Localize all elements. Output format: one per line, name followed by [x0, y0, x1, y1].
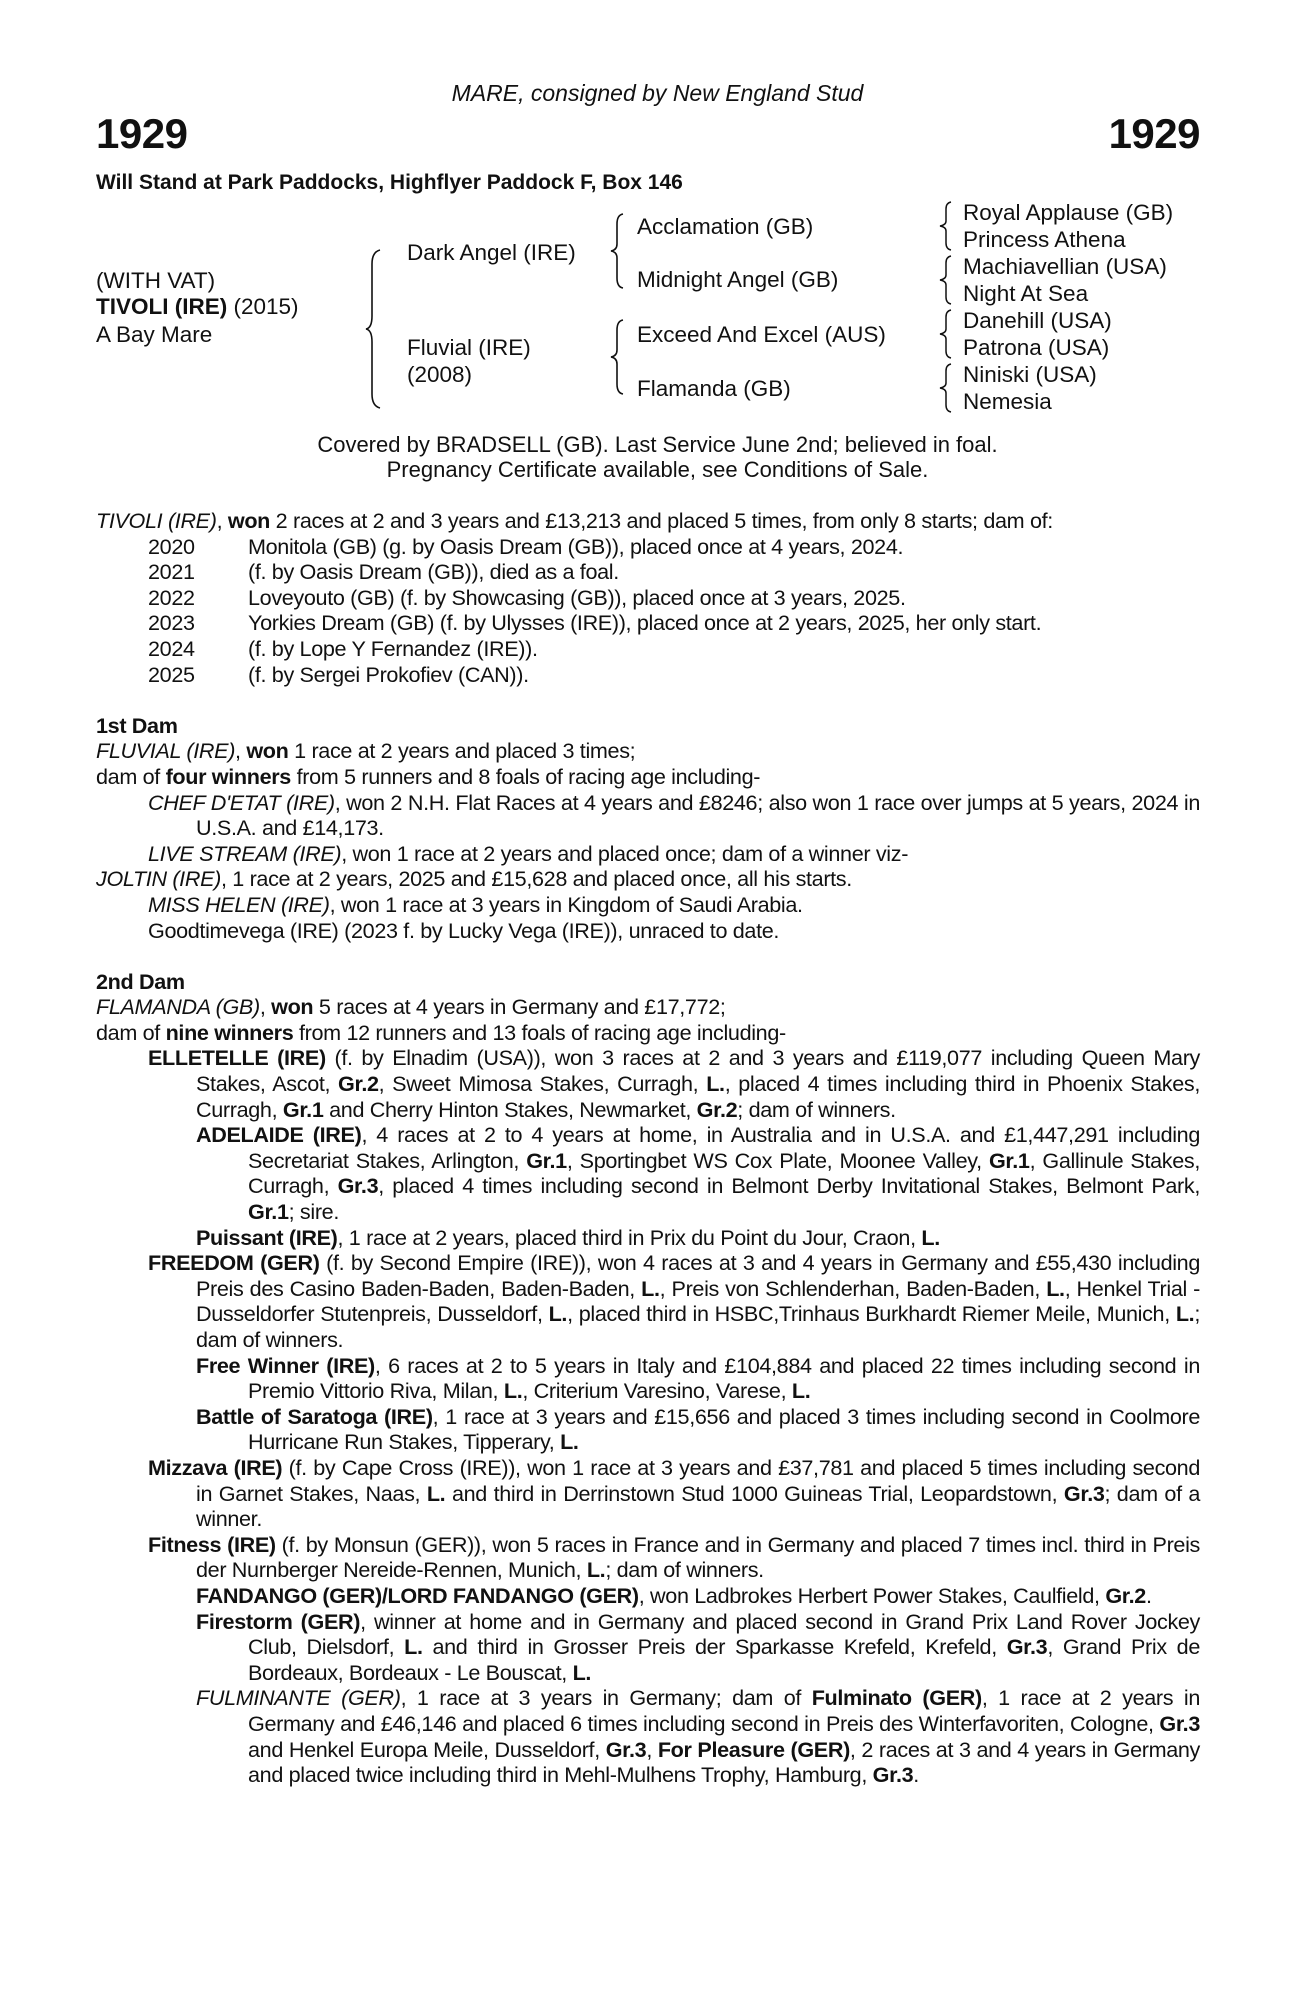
text-run: (f. by Cape Cross (IRE)), won 1 race at 3 years and £37,781 and placed 5 times including second in Garnet Stakes, Naas,: [196, 1454, 1200, 1506]
ancestor-gen4: Royal Applause (GB): [963, 200, 1174, 225]
dam: Fluvial (IRE): [407, 335, 531, 360]
text-run: , Grand Prix de Bordeaux, Bordeaux - Le Bouscat,: [248, 1634, 1200, 1685]
highlighted-text: Gr.3: [872, 1762, 914, 1788]
produce-details: [248, 662, 1200, 688]
pedigree-brace: [937, 362, 955, 414]
ancestor-gen4: Danehill (USA): [963, 308, 1112, 333]
race-record-paragraph: [96, 1455, 1200, 1532]
text-run: , placed third in HSBC,Trinhaus Burkhardt Riemer Meile, Munich,: [567, 1301, 1176, 1327]
text-run: (f. by Elnadim (USA)), won 3 races at 2 and 3 years and £119,077 including Queen Mary Stakes, Ascot,: [196, 1045, 1200, 1097]
section-heading: 1st Dam: [96, 712, 178, 738]
produce-record: [96, 610, 1200, 636]
pregnancy-note: Pregnancy Certificate available, see Conditions of Sale.: [386, 457, 929, 482]
produce-details: [248, 534, 1200, 560]
text-run: ,: [259, 994, 272, 1020]
text-run: (f. by Monsun (GER)), won 5 races in France and in Germany and placed 7 times incl. third in Preis der Nurnberger Nereide-Rennen, Munich,: [196, 1531, 1200, 1583]
highlighted-text: nine winners: [165, 1019, 294, 1045]
highlighted-text: ADELAIDE (IRE): [196, 1122, 362, 1148]
text-run: .: [1145, 1582, 1152, 1608]
text-run: Goodtimevega (IRE) (2023 f. by Lucky Vega (IRE)), unraced to date.: [148, 917, 780, 943]
text-run: (f. by Lope Y Fernandez (IRE)).: [248, 635, 538, 661]
highlighted-text: Gr.2: [1105, 1582, 1146, 1608]
race-record-paragraph: [96, 1250, 1200, 1352]
spacer: [96, 687, 1200, 713]
highlighted-text: FLAMANDA (GB): [96, 994, 260, 1020]
horse-description: A Bay Mare: [96, 322, 213, 347]
race-record-paragraph: [96, 1404, 1200, 1455]
produce-year: 2025: [148, 661, 195, 687]
highlighted-text: Firestorm (GER): [196, 1608, 361, 1634]
highlighted-text: Gr.2: [696, 1096, 738, 1122]
race-record-paragraph: [96, 1353, 1200, 1404]
highlighted-text: L.: [572, 1659, 592, 1685]
highlighted-text: FREEDOM (GER): [148, 1250, 320, 1276]
highlighted-text: Gr.3: [337, 1173, 379, 1199]
text-run: , won 2 N.H. Flat Races at 4 years and £8246; also won 1 race over jumps at 5 years, 2024 in U.S.A. and £14,173.: [196, 789, 1200, 841]
text-run: ,: [216, 508, 228, 533]
grandsire-paternal: Acclamation (GB): [637, 214, 814, 239]
section-heading: 2nd Dam: [96, 968, 185, 994]
race-record-paragraph: [96, 1532, 1200, 1583]
text-run: , Sweet Mimosa Stakes, Curragh,: [378, 1071, 707, 1097]
pedigree-brace: [937, 254, 955, 306]
text-run: , won Ladbrokes Herbert Power Stakes, Caulfield,: [638, 1582, 1106, 1608]
highlighted-text: won: [227, 508, 271, 533]
highlighted-text: L.: [548, 1301, 568, 1327]
race-record-paragraph: [96, 892, 1200, 918]
produce-year: 2023: [148, 610, 195, 636]
highlighted-text: Gr.3: [1063, 1480, 1105, 1506]
highlighted-text: L.: [1046, 1275, 1065, 1301]
pedigree-brace: [937, 200, 955, 252]
produce-year: 2024: [148, 635, 195, 661]
horse-year: (2015): [233, 294, 299, 319]
text-run: ; dam of a winner.: [196, 1480, 1201, 1532]
race-record-paragraph: [96, 1609, 1200, 1686]
produce-details: [248, 585, 1200, 611]
text-run: ,: [646, 1736, 658, 1762]
text-run: from 12 runners and 13 foals of racing age including-: [293, 1019, 786, 1045]
highlighted-text: L.: [641, 1275, 660, 1301]
race-record-paragraph: [96, 866, 1200, 892]
text-run: , 1 race at 2 years in Germany and £46,146 and placed 6 times including second in Preis des Winterfavoriten, Cologne,: [248, 1685, 1200, 1736]
race-record-paragraph: [96, 1583, 1200, 1609]
highlighted-text: L.: [560, 1429, 579, 1455]
pedigree-brace: [364, 248, 386, 410]
ancestor-gen4: Patrona (USA): [963, 335, 1110, 360]
consignor-line: MARE, consigned by New England Stud: [451, 80, 864, 106]
produce-year: 2022: [148, 584, 195, 610]
highlighted-text: FANDANGO (GER)/LORD FANDANGO (GER): [196, 1582, 639, 1608]
race-record-paragraph: [96, 1045, 1200, 1122]
text-run: 5 races at 4 years in Germany and £17,772;: [313, 994, 726, 1020]
race-record-paragraph: [96, 1225, 1200, 1251]
race-record-paragraph: [96, 918, 1200, 944]
highlighted-text: Gr.3: [605, 1736, 647, 1762]
text-run: and Henkel Europa Meile, Dusseldorf,: [248, 1736, 606, 1762]
text-run: , winner at home and in Germany and placed second in Grand Prix Land Rover Jockey Club, Dielsdorf,: [248, 1608, 1201, 1660]
produce-record: [96, 585, 1200, 611]
pedigree-brace: [937, 308, 955, 360]
text-run: ; sire.: [288, 1199, 339, 1225]
highlighted-text: JOLTIN (IRE): [96, 866, 221, 892]
horse-name-line: [96, 294, 299, 320]
text-run: ,: [235, 738, 247, 764]
catalogue-body: [96, 508, 1200, 1788]
lot-number-left: 1929: [96, 110, 188, 157]
granddam-paternal: Midnight Angel (GB): [637, 267, 839, 292]
highlighted-text: L.: [503, 1378, 523, 1404]
highlighted-text: FLUVIAL (IRE): [96, 738, 236, 764]
highlighted-text: ELLETELLE (IRE): [148, 1045, 326, 1071]
spacer: [96, 943, 1200, 969]
text-run: ; dam of winners.: [605, 1557, 764, 1583]
highlighted-text: L.: [791, 1378, 811, 1404]
produce-year: 2021: [148, 559, 195, 585]
text-run: , placed 4 times including second in Belmont Derby Invitational Stakes, Belmont Park,: [378, 1173, 1200, 1199]
highlighted-text: For Pleasure (GER): [657, 1736, 850, 1762]
granddam-maternal: Flamanda (GB): [637, 376, 791, 401]
covered-note: Covered by BRADSELL (GB). Last Service June 2nd; believed in foal.: [317, 432, 998, 457]
text-run: , won 1 race at 3 years in Kingdom of Saudi Arabia.: [329, 891, 803, 917]
highlighted-text: Gr.3: [1006, 1634, 1048, 1660]
highlighted-text: Puissant (IRE): [196, 1224, 338, 1250]
ancestor-gen4: Nemesia: [963, 389, 1052, 414]
vat-note: (WITH VAT): [96, 268, 216, 293]
highlighted-text: L.: [586, 1557, 606, 1583]
highlighted-text: Gr.1: [248, 1199, 289, 1225]
race-record-paragraph: [96, 1020, 1200, 1046]
highlighted-text: Gr.3: [1159, 1710, 1200, 1736]
text-run: ; dam of winners.: [196, 1301, 1200, 1352]
text-run: , won 1 race at 2 years and placed once; dam of a winner viz-: [341, 840, 909, 866]
text-run: , Gallinule Stakes, Curragh,: [248, 1147, 1200, 1199]
text-run: , 1 race at 2 years, 2025 and £15,628 and placed once, all his starts.: [220, 866, 852, 892]
ancestor-gen4: Night At Sea: [963, 281, 1089, 306]
text-run: and third in Grosser Preis der Sparkasse Krefeld, Krefeld,: [422, 1634, 1007, 1660]
produce-details: [248, 636, 1200, 662]
produce-record: [96, 662, 1200, 688]
highlighted-text: FULMINANTE (GER): [196, 1685, 401, 1711]
text-run: (f. by Sergei Prokofiev (CAN)).: [248, 661, 529, 687]
text-run: dam of: [96, 1019, 166, 1045]
lot-number-right: 1929: [1108, 110, 1200, 157]
text-run: , 1 race at 3 years in Germany; dam of: [400, 1685, 812, 1711]
text-run: Yorkies Dream (GB) (f. by Ulysses (IRE)), placed once at 2 years, 2025, her only start.: [248, 610, 1042, 636]
text-run: Loveyouto (GB) (f. by Showcasing (GB)), placed once at 3 years, 2025.: [248, 584, 906, 610]
highlighted-text: won: [271, 994, 314, 1020]
text-run: Monitola (GB) (g. by Oasis Dream (GB)), placed once at 4 years, 2024.: [248, 533, 904, 559]
highlighted-text: L.: [921, 1224, 940, 1250]
text-run: ; dam of winners.: [737, 1096, 896, 1122]
text-run: , 4 races at 2 to 4 years at home, in Australia and in U.S.A. and £1,447,291 including Secretariat Stakes, Arlington,: [248, 1122, 1200, 1173]
produce-details: [248, 559, 1200, 585]
text-run: 1 race at 2 years and placed 3 times;: [288, 738, 636, 764]
highlighted-text: LIVE STREAM (IRE): [148, 840, 342, 866]
highlighted-text: won: [246, 738, 289, 764]
text-run: and Cherry Hinton Stakes, Newmarket,: [323, 1096, 697, 1122]
ancestor-gen4: Machiavellian (USA): [963, 254, 1167, 279]
highlighted-text: Fulminato (GER): [811, 1685, 982, 1711]
text-run: from 5 runners and 8 foals of racing age including-: [290, 763, 761, 789]
text-run: , Preis von Schlenderhan, Baden-Baden,: [659, 1275, 1047, 1301]
produce-record: [96, 636, 1200, 662]
text-run: .: [913, 1762, 919, 1788]
highlighted-text: Fitness (IRE): [148, 1531, 276, 1557]
text-run: , Henkel Trial - Dusseldorfer Stutenpreis, Dusseldorf,: [196, 1275, 1200, 1327]
race-record-paragraph: [96, 969, 1200, 995]
race-record-paragraph: [96, 508, 1200, 534]
text-run: , 1 race at 2 years, placed third in Prix du Point du Jour, Craon,: [337, 1224, 922, 1250]
text-run: , 6 races at 2 to 5 years in Italy and £104,884 and placed 22 times including second in Premio Vittorio Riva, Milan,: [248, 1352, 1200, 1404]
highlighted-text: CHEF D'ETAT (IRE): [148, 789, 335, 815]
dam-year: (2008): [407, 362, 473, 387]
highlighted-text: TIVOLI (IRE): [96, 508, 217, 533]
text-run: 2 races at 2 and 3 years and £13,213 and placed 5 times, from only 8 starts; dam of:: [270, 508, 1053, 533]
highlighted-text: Battle of Saratoga (IRE): [196, 1403, 433, 1429]
stand-location: Will Stand at Park Paddocks, Highflyer Paddock F, Box 146: [96, 171, 683, 194]
text-run: , placed 4 times including third in Phoenix Stakes, Curragh,: [196, 1071, 1200, 1122]
horse-name: TIVOLI (IRE): [96, 294, 228, 319]
race-record-paragraph: [96, 1122, 1200, 1224]
text-run: , 2 races at 3 and 4 years in Germany and placed twice including third in Mehl-Mulhens Trophy, Hamburg,: [248, 1736, 1200, 1788]
produce-details: [248, 610, 1200, 636]
ancestor-gen4: Princess Athena: [963, 227, 1126, 252]
highlighted-text: Free Winner (IRE): [196, 1352, 375, 1378]
text-run: (f. by Oasis Dream (GB)), died as a foal.: [248, 559, 619, 585]
race-record-paragraph: [96, 738, 1200, 764]
race-record-paragraph: [96, 1685, 1200, 1787]
race-record-paragraph: [96, 841, 1200, 867]
text-run: dam of: [96, 763, 166, 789]
highlighted-text: L.: [1175, 1301, 1195, 1327]
race-record-paragraph: [96, 994, 1200, 1020]
race-record-paragraph: [96, 790, 1200, 841]
highlighted-text: L.: [404, 1634, 423, 1660]
grandsire-maternal: Exceed And Excel (AUS): [637, 322, 886, 347]
highlighted-text: Gr.1: [988, 1147, 1030, 1173]
text-run: (f. by Second Empire (IRE)), won 4 races at 3 and 4 years in Germany and £55,430 including Preis des Casino Baden-Baden, Baden-Baden,: [196, 1250, 1201, 1301]
text-run: , Criterium Varesino, Varese,: [522, 1378, 792, 1404]
text-run: , Sportingbet WS Cox Plate, Moonee Valley,: [566, 1147, 989, 1173]
produce-record: [96, 534, 1200, 560]
highlighted-text: L.: [426, 1480, 446, 1506]
highlighted-text: Gr.1: [282, 1096, 324, 1122]
highlighted-text: four winners: [165, 763, 291, 789]
race-record-paragraph: [96, 713, 1200, 739]
highlighted-text: Gr.2: [338, 1071, 379, 1097]
highlighted-text: Mizzava (IRE): [148, 1454, 283, 1480]
highlighted-text: Gr.1: [526, 1147, 567, 1173]
pedigree-brace: [608, 318, 628, 396]
text-run: , 1 race at 3 years and £15,656 and placed 3 times including second in Coolmore Hurricane Run Stakes, Tipperary,: [248, 1403, 1200, 1455]
pedigree-brace: [608, 212, 628, 290]
text-run: and third in Derrinstown Stud 1000 Guineas Trial, Leopardstown,: [445, 1480, 1064, 1506]
ancestor-gen4: Niniski (USA): [963, 362, 1097, 387]
produce-record: [96, 559, 1200, 585]
produce-year: 2020: [148, 533, 195, 559]
highlighted-text: MISS HELEN (IRE): [148, 891, 330, 917]
race-record-paragraph: [96, 764, 1200, 790]
highlighted-text: L.: [706, 1071, 725, 1097]
sire: Dark Angel (IRE): [407, 240, 576, 265]
